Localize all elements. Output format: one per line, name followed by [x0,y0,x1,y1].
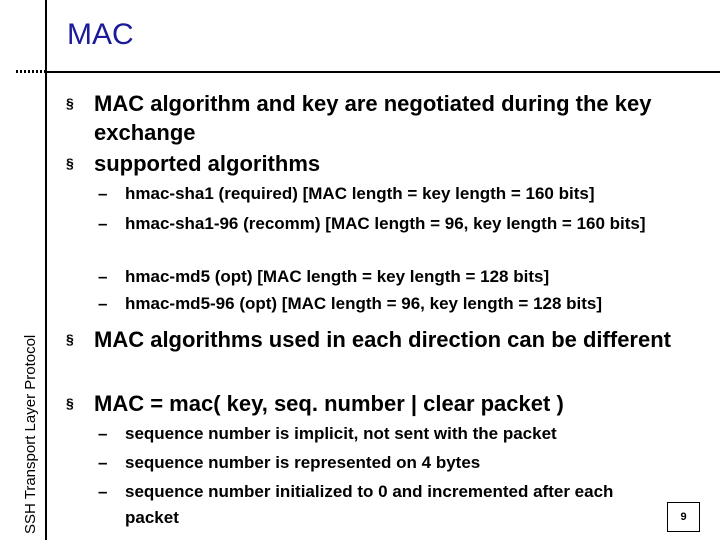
bullet-text: MAC = mac( key, seq. number | clear packet ) [94,391,564,416]
sub-bullet [98,264,698,290]
sub-bullet [98,479,658,531]
dash-marker: – [98,267,108,286]
sub-bullet-text: sequence number is represented on 4 bytes [125,453,481,472]
bullet-text: MAC algorithm and key are negotiated during the key exchange [94,91,652,145]
sub-bullet-text: hmac-md5 (opt) [MAC length = key length = 128 bits] [125,267,550,286]
dash-marker: – [98,294,108,313]
sub-bullet-text: sequence number initialized to 0 and incremented after each packet [125,482,614,527]
title-underline [47,71,720,73]
bullet-text: supported algorithms [94,151,321,176]
left-vertical-rule [45,0,47,540]
sub-bullet-text: hmac-sha1-96 (recomm) [MAC length = 96, key length = 160 bits] [125,214,646,233]
sub-bullet [98,450,698,476]
sub-bullet-text: hmac-sha1 (required) [MAC length = key length = 160 bits] [125,184,595,203]
dash-marker: – [98,424,108,443]
bullet-marker: § [66,331,74,347]
sub-bullet [98,421,698,447]
bullet-text: MAC algorithms used in each direction can be different [94,327,671,352]
sub-bullet [98,181,698,207]
dash-marker: – [98,214,108,233]
bullet-mac-negotiation [66,89,706,147]
sub-bullet [98,211,698,237]
page-number: 9 [667,502,700,532]
sub-bullet-text: sequence number is implicit, not sent with the packet [125,424,557,443]
dash-marker: – [98,184,108,203]
bullet-mac-directions [66,325,706,354]
dash-marker: – [98,453,108,472]
bullet-marker: § [66,155,74,171]
dotted-rule [16,70,46,73]
sub-bullet-text: hmac-md5-96 (opt) [MAC length = 96, key length = 128 bits] [125,294,603,313]
sub-bullet [98,291,698,317]
bullet-marker: § [66,395,74,411]
bullet-mac-formula [66,389,706,418]
bullet-supported-algorithms [66,149,706,178]
slide-title: MAC [67,18,134,51]
side-label: SSH Transport Layer Protocol [22,334,39,534]
bullet-marker: § [66,95,74,111]
dash-marker: – [98,482,108,501]
